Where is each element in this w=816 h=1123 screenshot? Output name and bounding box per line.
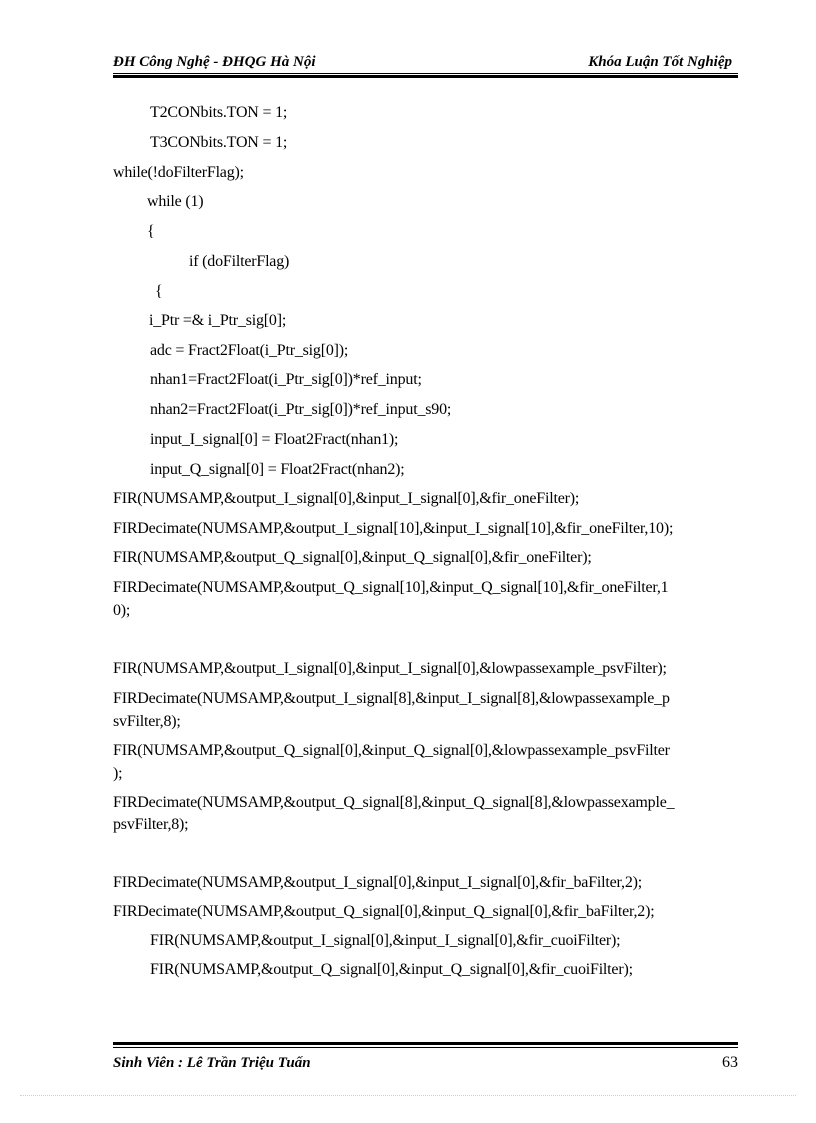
code-line: FIR(NUMSAMP,&output_I_signal[0],&input_I_signal[0],&fir_cuoiFilter); bbox=[150, 932, 621, 949]
code-line: ); bbox=[113, 765, 123, 782]
footer-student-name: Sinh Viên : Lê Trần Triệu Tuấn bbox=[113, 1055, 311, 1071]
code-line: FIRDecimate(NUMSAMP,&output_Q_signal[0],&input_Q_signal[0],&fir_baFilter,2); bbox=[113, 903, 655, 920]
footer-rule-thick bbox=[113, 1042, 738, 1045]
code-line: svFilter,8); bbox=[113, 713, 181, 730]
code-line: FIRDecimate(NUMSAMP,&output_I_signal[8],&input_I_signal[8],&lowpassexample_p bbox=[113, 690, 670, 707]
code-line: psvFilter,8); bbox=[113, 816, 189, 833]
code-line: 0); bbox=[113, 602, 131, 619]
code-line: { bbox=[155, 283, 163, 300]
code-line: T2CONbits.TON = 1; bbox=[150, 104, 288, 121]
code-line: nhan2=Fract2Float(i_Ptr_sig[0])*ref_input_s90; bbox=[150, 401, 452, 418]
page-number: 63 bbox=[722, 1054, 738, 1071]
page-edge-divider bbox=[20, 1095, 796, 1096]
code-line: FIRDecimate(NUMSAMP,&output_I_signal[10],&input_I_signal[10],&fir_oneFilter,10); bbox=[113, 520, 674, 537]
code-line: nhan1=Fract2Float(i_Ptr_sig[0])*ref_input; bbox=[150, 371, 422, 388]
code-line: FIR(NUMSAMP,&output_I_signal[0],&input_I_signal[0],&lowpassexample_psvFilter); bbox=[113, 660, 667, 677]
header-thesis-title: Khóa Luận Tốt Nghiệp bbox=[588, 54, 732, 70]
code-line: if (doFilterFlag) bbox=[189, 253, 290, 270]
header-university: ĐH Công Nghệ - ĐHQG Hà Nội bbox=[113, 54, 316, 70]
code-line: while (1) bbox=[147, 193, 204, 210]
header-rule-thin bbox=[113, 73, 738, 74]
code-line: input_I_signal[0] = Float2Fract(nhan1); bbox=[150, 431, 399, 448]
code-line: FIR(NUMSAMP,&output_Q_signal[0],&input_Q_signal[0],&fir_cuoiFilter); bbox=[150, 961, 633, 978]
code-line: input_Q_signal[0] = Float2Fract(nhan2); bbox=[150, 461, 405, 478]
code-line: while(!doFilterFlag); bbox=[113, 164, 244, 181]
code-line: FIR(NUMSAMP,&output_I_signal[0],&input_I_signal[0],&fir_oneFilter); bbox=[113, 490, 580, 507]
code-line: FIR(NUMSAMP,&output_Q_signal[0],&input_Q_signal[0],&fir_oneFilter); bbox=[113, 549, 592, 566]
code-line: i_Ptr =& i_Ptr_sig[0]; bbox=[149, 312, 287, 329]
code-line: FIRDecimate(NUMSAMP,&output_Q_signal[8],&input_Q_signal[8],&lowpassexample_ bbox=[113, 794, 675, 811]
code-line: FIRDecimate(NUMSAMP,&output_Q_signal[10],&input_Q_signal[10],&fir_oneFilter,1 bbox=[113, 579, 669, 596]
code-line: FIRDecimate(NUMSAMP,&output_I_signal[0],&input_I_signal[0],&fir_baFilter,2); bbox=[113, 874, 642, 891]
header-rule-thick bbox=[113, 75, 738, 78]
code-line: { bbox=[147, 223, 155, 240]
code-line: T3CONbits.TON = 1; bbox=[150, 134, 288, 151]
code-line: FIR(NUMSAMP,&output_Q_signal[0],&input_Q_signal[0],&lowpassexample_psvFilter bbox=[113, 742, 670, 759]
code-line: adc = Fract2Float(i_Ptr_sig[0]); bbox=[150, 342, 349, 359]
footer-rule-thin bbox=[113, 1047, 738, 1048]
